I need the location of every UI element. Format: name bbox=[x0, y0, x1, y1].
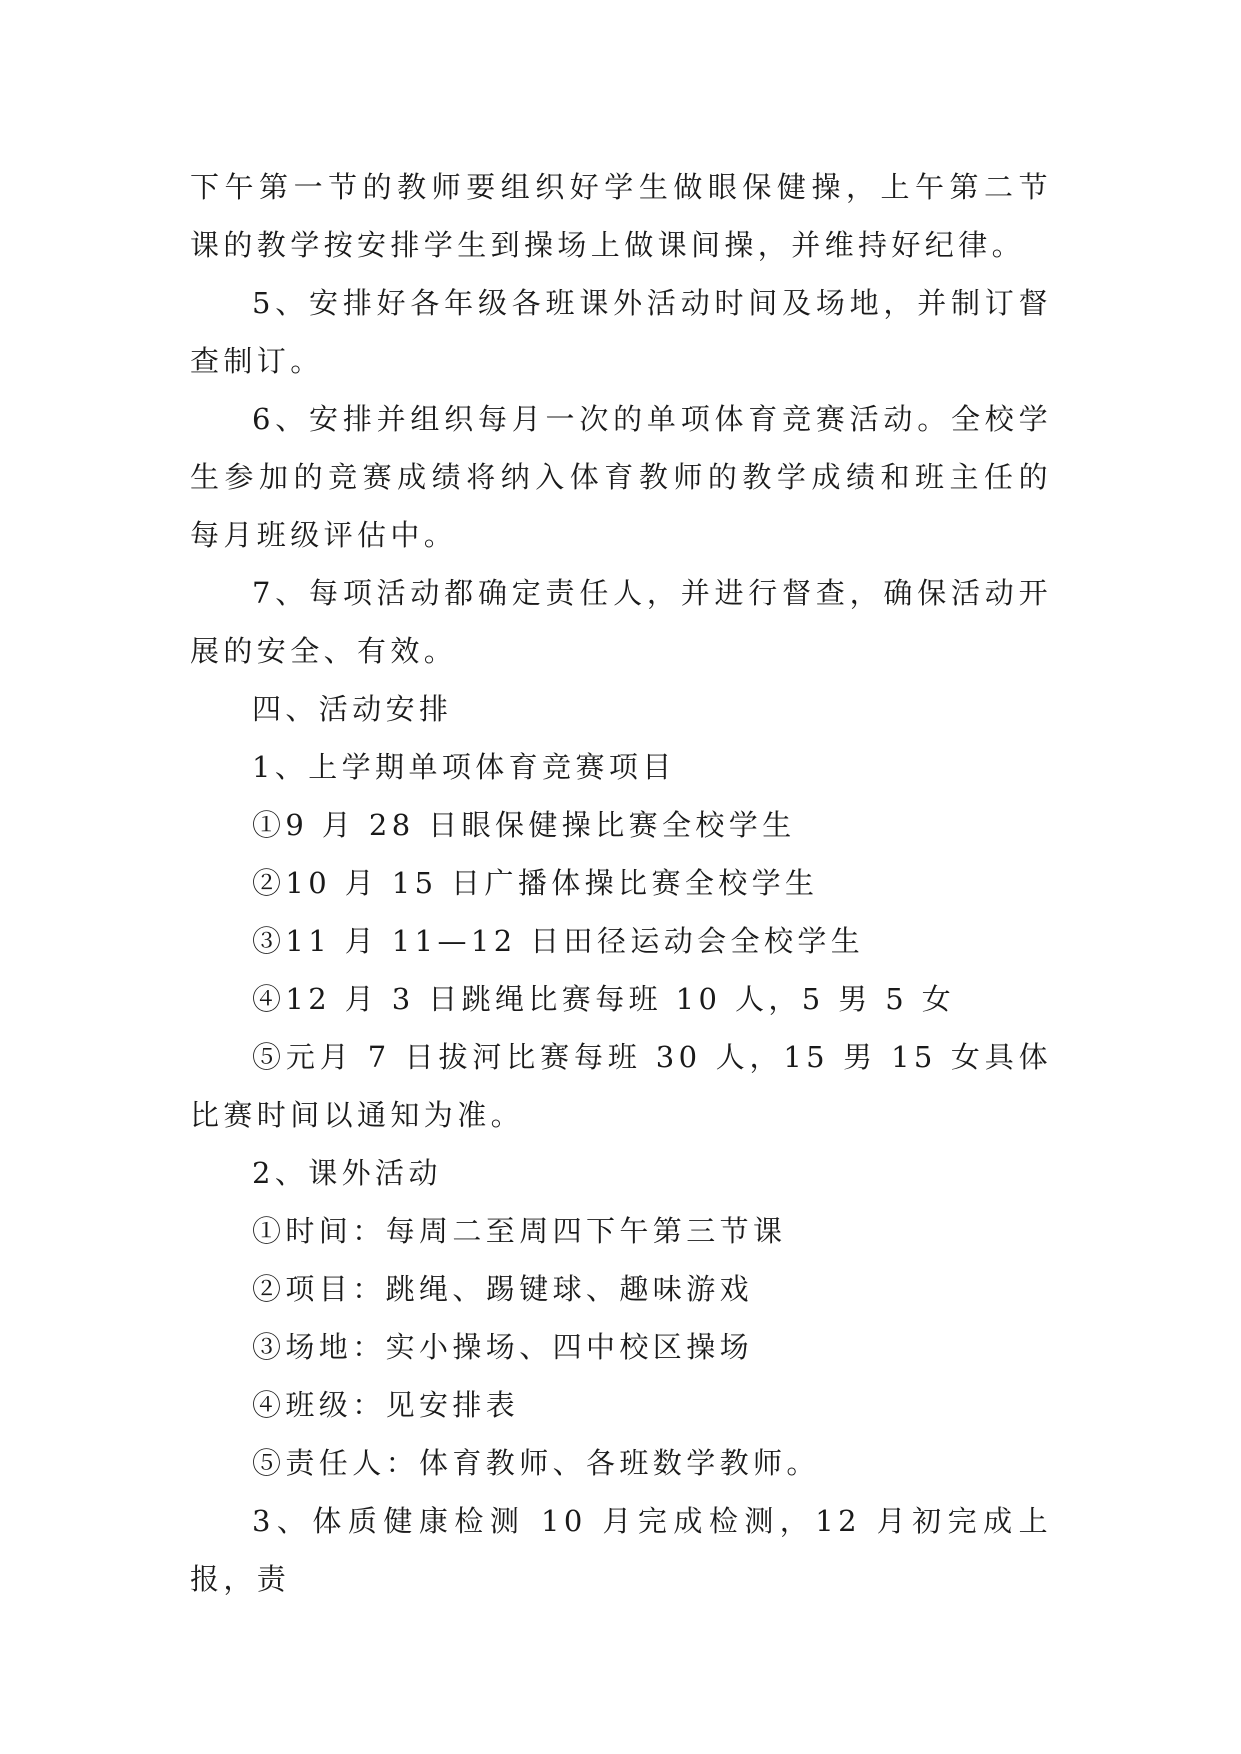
list-item-competition-1: ①9 月 28 日眼保健操比赛全校学生 bbox=[252, 808, 796, 842]
subheading-competition-items: 1、上学期单项体育竞赛项目 bbox=[252, 750, 676, 784]
list-item-extracurricular-responsible: ⑤责任人：体育教师、各班数学教师。 bbox=[252, 1446, 820, 1480]
list-item-extracurricular-classes: ④班级：见安排表 bbox=[252, 1388, 520, 1422]
list-item-competition-3: ③11 月 11—12 日田径运动会全校学生 bbox=[252, 924, 865, 958]
list-item-competition-5: ⑤元月 7 日拔河比赛每班 30 人，15 男 15 女具体比赛时间以通知为准。 bbox=[190, 1040, 1052, 1132]
list-item-extracurricular-venue: ③场地：实小操场、四中校区操场 bbox=[252, 1330, 754, 1364]
list-item-extracurricular-time: ①时间：每周二至周四下午第三节课 bbox=[252, 1214, 787, 1248]
document-body bbox=[190, 158, 1052, 1608]
list-item-competition-2: ②10 月 15 日广播体操比赛全校学生 bbox=[252, 866, 819, 900]
list-item-competition-4: ④12 月 3 日跳绳比赛每班 10 人，5 男 5 女 bbox=[252, 982, 956, 1016]
section-heading-activity-arrangement: 四、活动安排 bbox=[252, 692, 453, 726]
paragraph-item-7: 7、每项活动都确定责任人，并进行督查，确保活动开展的安全、有效。 bbox=[190, 576, 1052, 668]
subheading-extracurricular: 2、课外活动 bbox=[252, 1156, 442, 1190]
paragraph-item-6: 6、安排并组织每月一次的单项体育竞赛活动。全校学生参加的竞赛成绩将纳入体育教师的教学成绩和班主任的每月班级评估中。 bbox=[190, 402, 1052, 552]
paragraph-health-testing: 3、体质健康检测 10 月完成检测，12 月初完成上报，责 bbox=[190, 1504, 1052, 1596]
paragraph-eye-exercise-duty: 下午第一节的教师要组织好学生做眼保健操，上午第二节课的教学按安排学生到操场上做课间操，并维持好纪律。 bbox=[190, 170, 1052, 262]
list-item-extracurricular-items: ②项目：跳绳、踢键球、趣味游戏 bbox=[252, 1272, 754, 1306]
paragraph-item-5: 5、安排好各年级各班课外活动时间及场地，并制订督查制订。 bbox=[190, 286, 1052, 378]
